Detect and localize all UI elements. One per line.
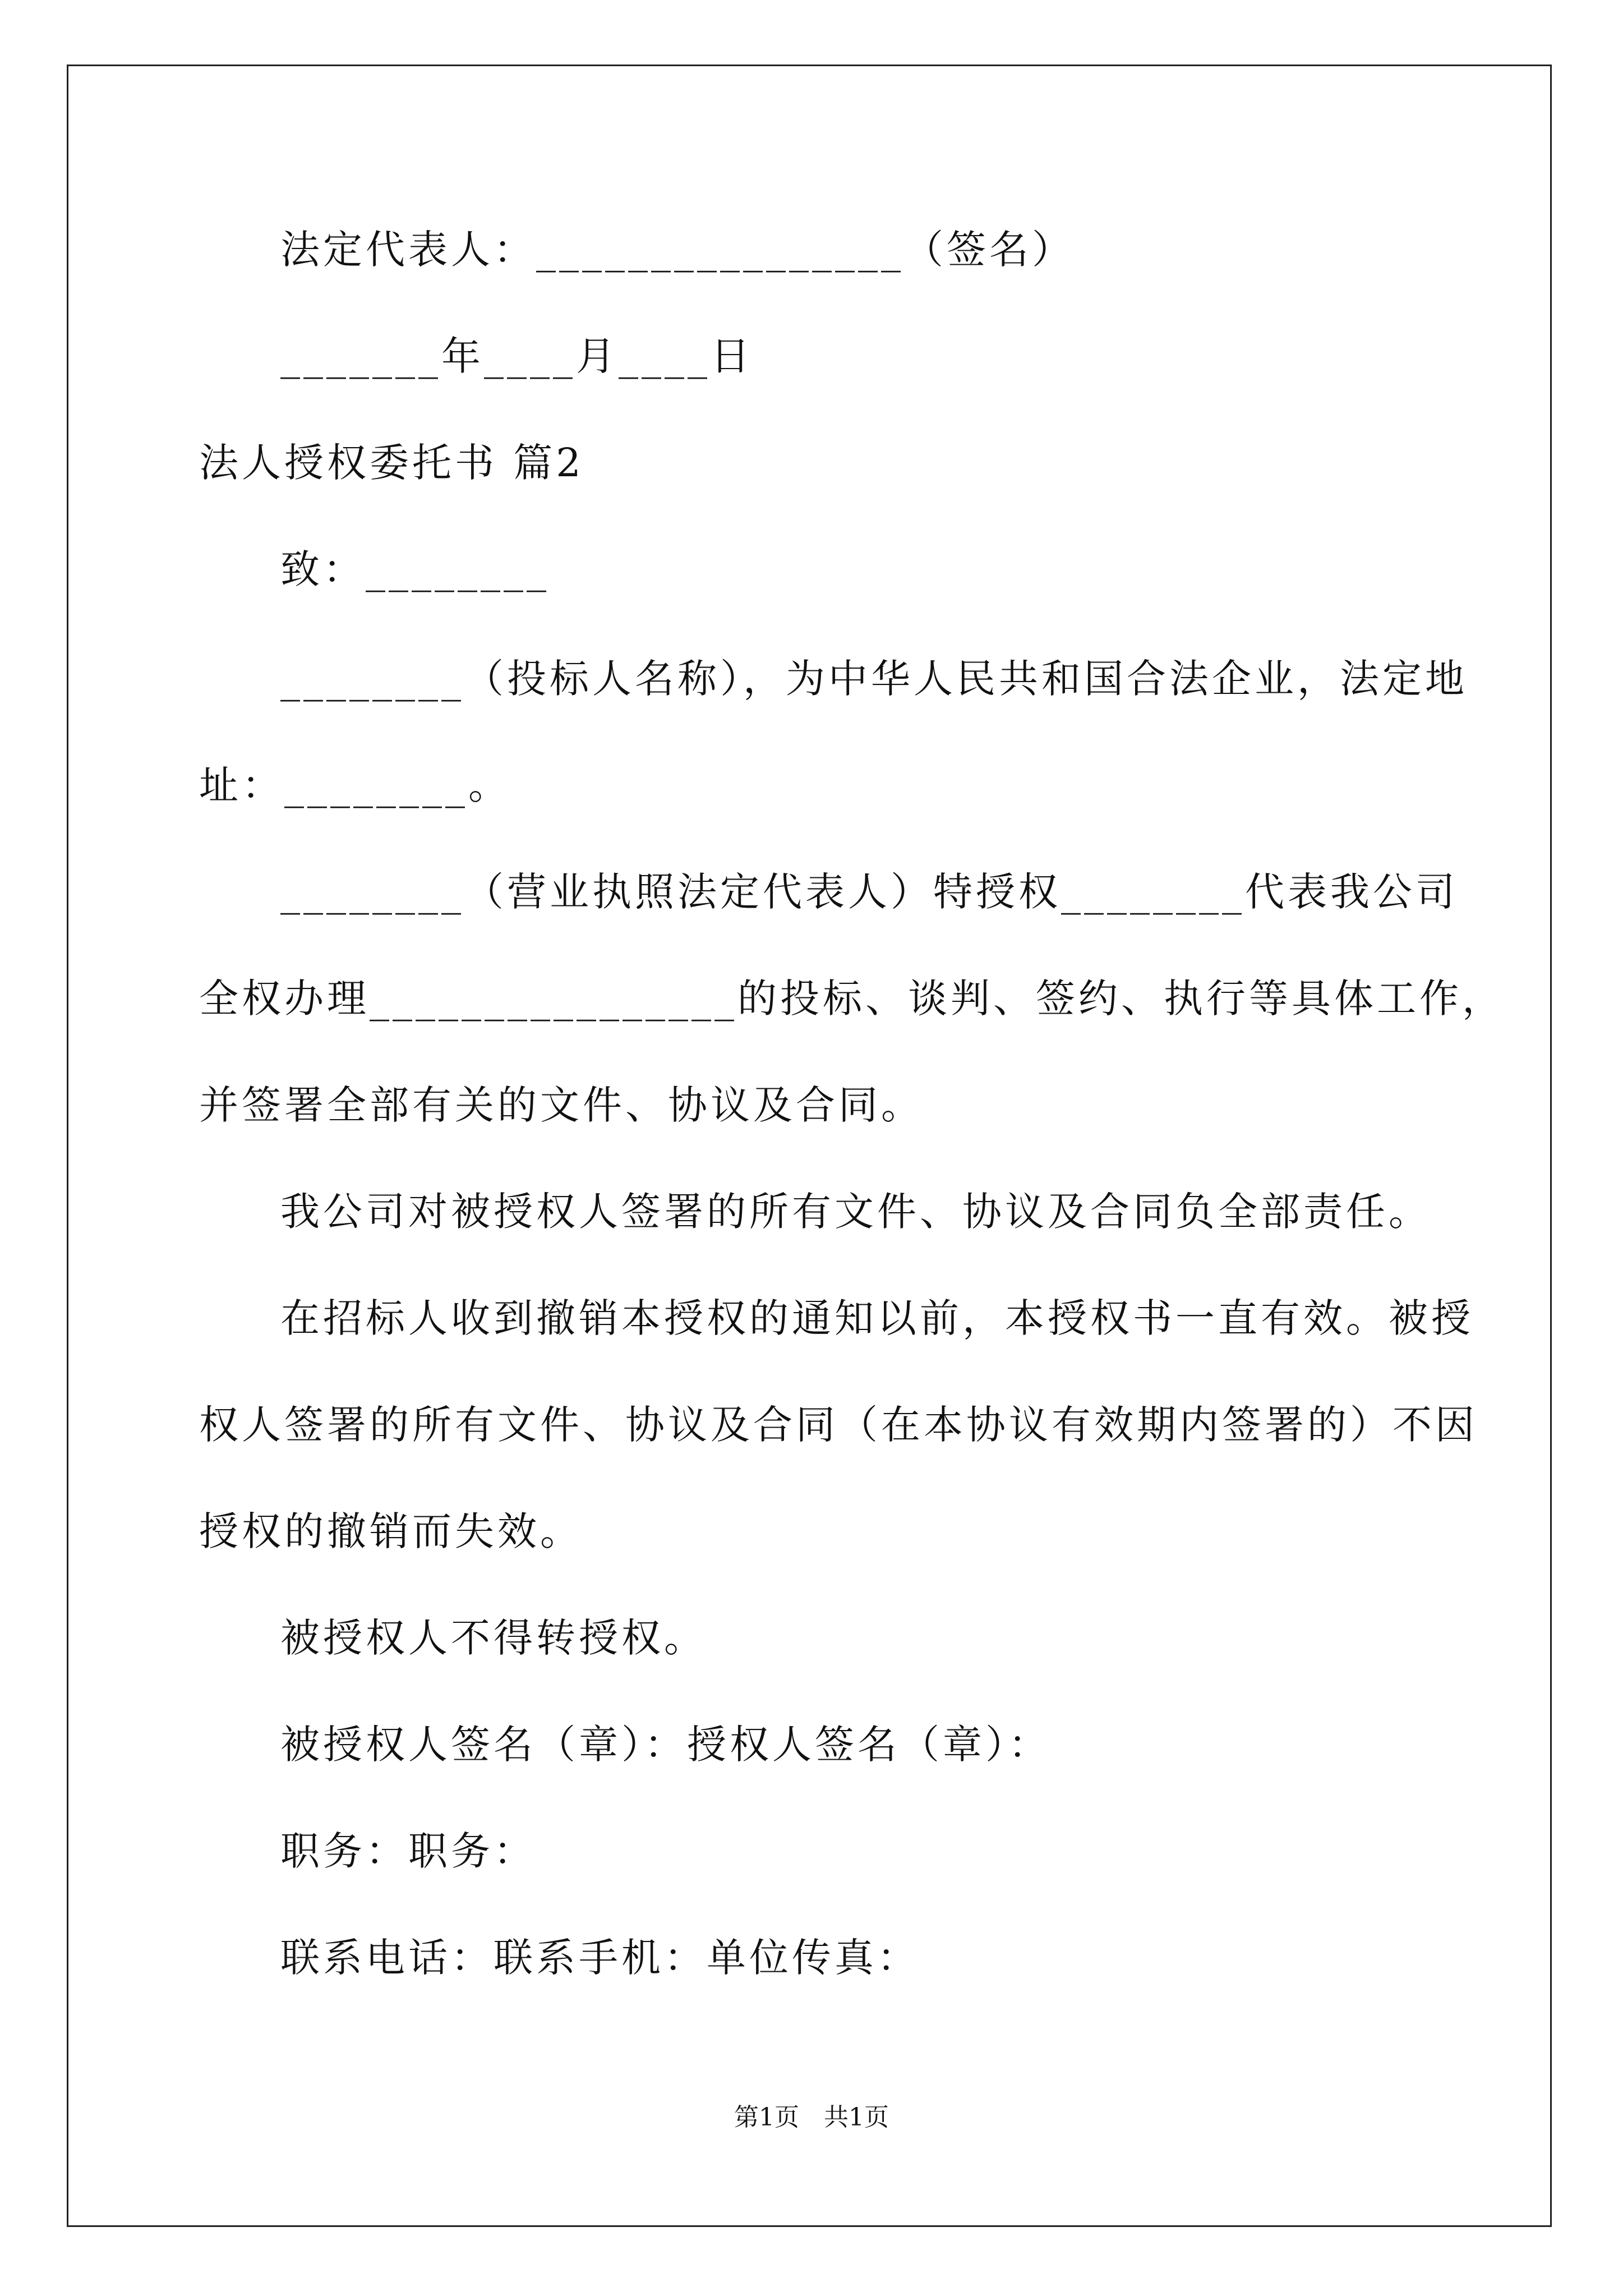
paragraph-bidder-line-1: ________（投标人名称），为中华人民共和国合法企业，法定地: [280, 656, 1468, 702]
paragraph-validity-line-2: 权人签署的所有文件、协议及合同（在本协议有效期内签署的）不因: [199, 1402, 1478, 1448]
legal-representative-signature-line: 法定代表人：________________（签名）: [280, 227, 1075, 273]
page-footer: 第1页 共1页: [734, 2103, 889, 2132]
contact-fields-line: 联系电话：联系手机：单位传真：: [280, 1935, 920, 1981]
paragraph-authorization-line-3: 并签署全部有关的文件、协议及合同。: [199, 1082, 924, 1128]
section-heading: 法人授权委托书 篇2: [199, 440, 584, 486]
paragraph-authorization-line-1: ________（营业执照法定代表人）特授权________代表我公司: [280, 869, 1458, 915]
paragraph-validity-line-3: 授权的撤销而失效。: [199, 1508, 583, 1554]
page-border: [67, 65, 1552, 2227]
signature-fields-line: 被授权人签名（章）：授权人签名（章）：: [280, 1722, 1051, 1768]
paragraph-validity-line-1: 在招标人收到撤销本授权的通知以前，本授权书一直有效。被授: [280, 1295, 1474, 1341]
paragraph-no-sublicense: 被授权人不得转授权。: [280, 1615, 707, 1661]
paragraph-responsibility: 我公司对被授权人签署的所有文件、协议及合同负全部责任。: [280, 1189, 1431, 1235]
paragraph-bidder-line-2: 址：________。: [199, 762, 511, 808]
recipient-line: 致：________: [280, 546, 550, 592]
position-fields-line: 职务：职务：: [280, 1828, 536, 1874]
date-line: _______年____月____日: [280, 333, 753, 379]
paragraph-authorization-line-2: 全权办理________________的投标、谈判、签约、执行等具体工作，: [199, 976, 1505, 1022]
